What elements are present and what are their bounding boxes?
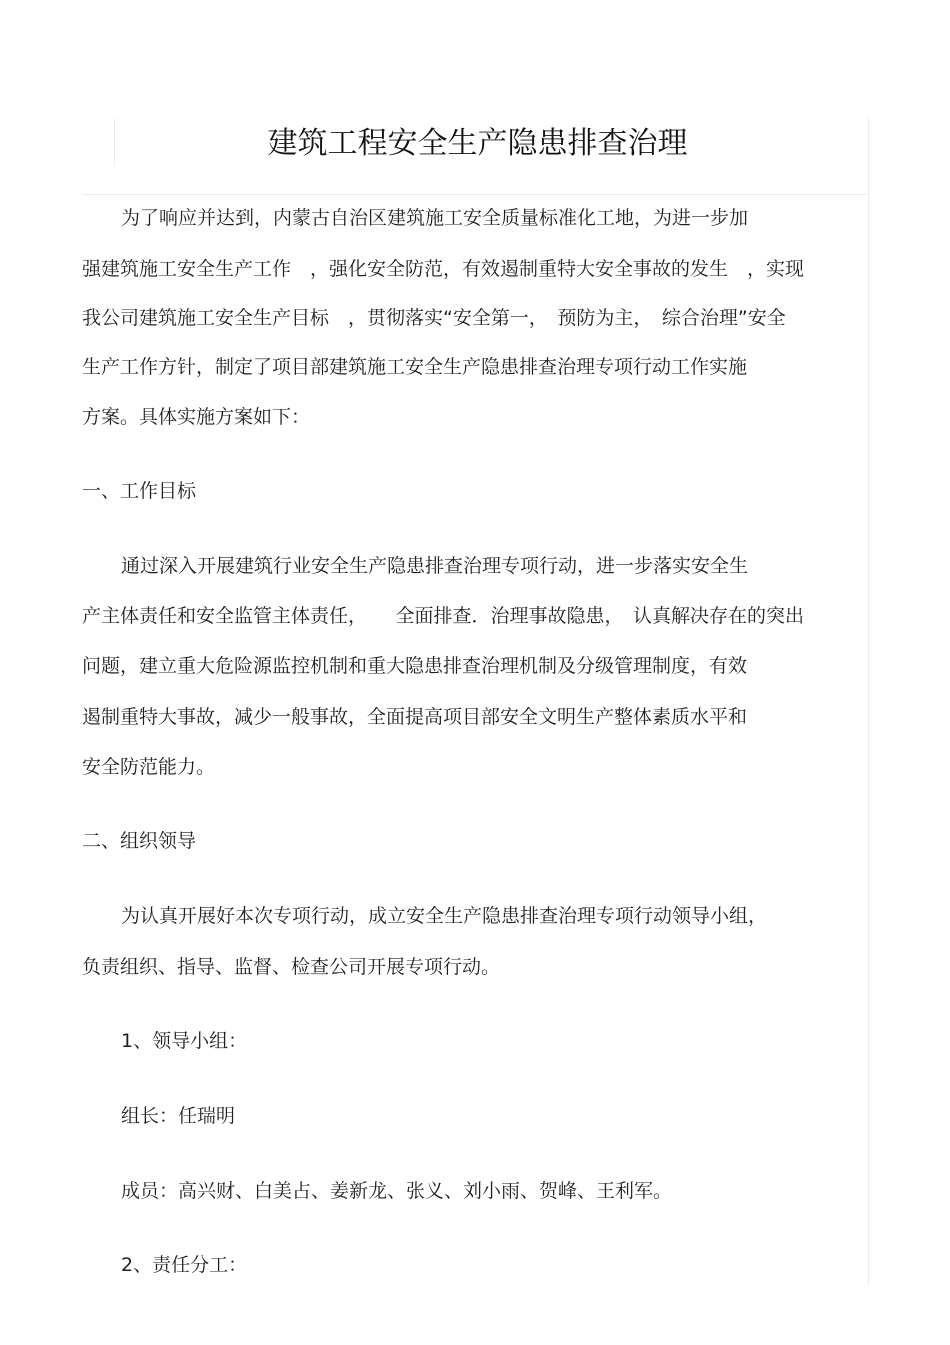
section-heading-leadership: 二、组织领导 bbox=[82, 830, 197, 852]
goals-line: 产主体责任和安全监管主体责任， 全面排查．治理事故隐患， 认真解决存在的突出 bbox=[82, 605, 805, 627]
intro-line: 强建筑施工安全生产工作 ，强化安全防范，有效遏制重特大安全事故的发生 ，实现 bbox=[82, 258, 805, 280]
document-title: 建筑工程安全生产隐患排查治理 bbox=[267, 126, 688, 161]
intro-line: 为了响应并达到，内蒙古自治区建筑施工安全质量标准化工地，为进一步加 bbox=[121, 207, 749, 229]
frame-line-right bbox=[868, 118, 869, 1286]
leadership-line: 负责组织、指导、监督、检查公司开展专项行动。 bbox=[82, 956, 501, 978]
subheading-leading-group: 1、领导小组： bbox=[121, 1030, 248, 1052]
intro-line: 方案。具体实施方案如下： bbox=[82, 406, 311, 428]
goals-line: 问题，建立重大危险源监控机制和重大隐患排查治理机制及分级管理制度，有效 bbox=[82, 655, 748, 677]
group-leader: 组长：任瑞明 bbox=[121, 1105, 236, 1127]
group-members: 成员：高兴财、白美占、姜新龙、张义、刘小雨、贺峰、王利军。 bbox=[121, 1180, 673, 1202]
goals-line: 遏制重特大事故，减少一般事故，全面提高项目部安全文明生产整体素质水平和 bbox=[82, 706, 748, 728]
intro-line: 生产工作方针，制定了项目部建筑施工安全生产隐患排查治理专项行动工作实施 bbox=[82, 356, 748, 378]
leadership-line: 为认真开展好本次专项行动，成立安全生产隐患排查治理专项行动领导小组， bbox=[121, 905, 768, 927]
subheading-responsibilities: 2、责任分工： bbox=[121, 1254, 248, 1276]
section-heading-goals: 一、工作目标 bbox=[82, 480, 197, 502]
goals-line: 安全防范能力。 bbox=[82, 756, 216, 778]
goals-line: 通过深入开展建筑行业安全生产隐患排查治理专项行动，进一步落实安全生 bbox=[121, 555, 749, 577]
title-divider bbox=[82, 194, 868, 195]
intro-line: 我公司建筑施工安全生产目标 ，贯彻落实“安全第一， 预防为主， 综合治理”安全 bbox=[82, 307, 786, 329]
